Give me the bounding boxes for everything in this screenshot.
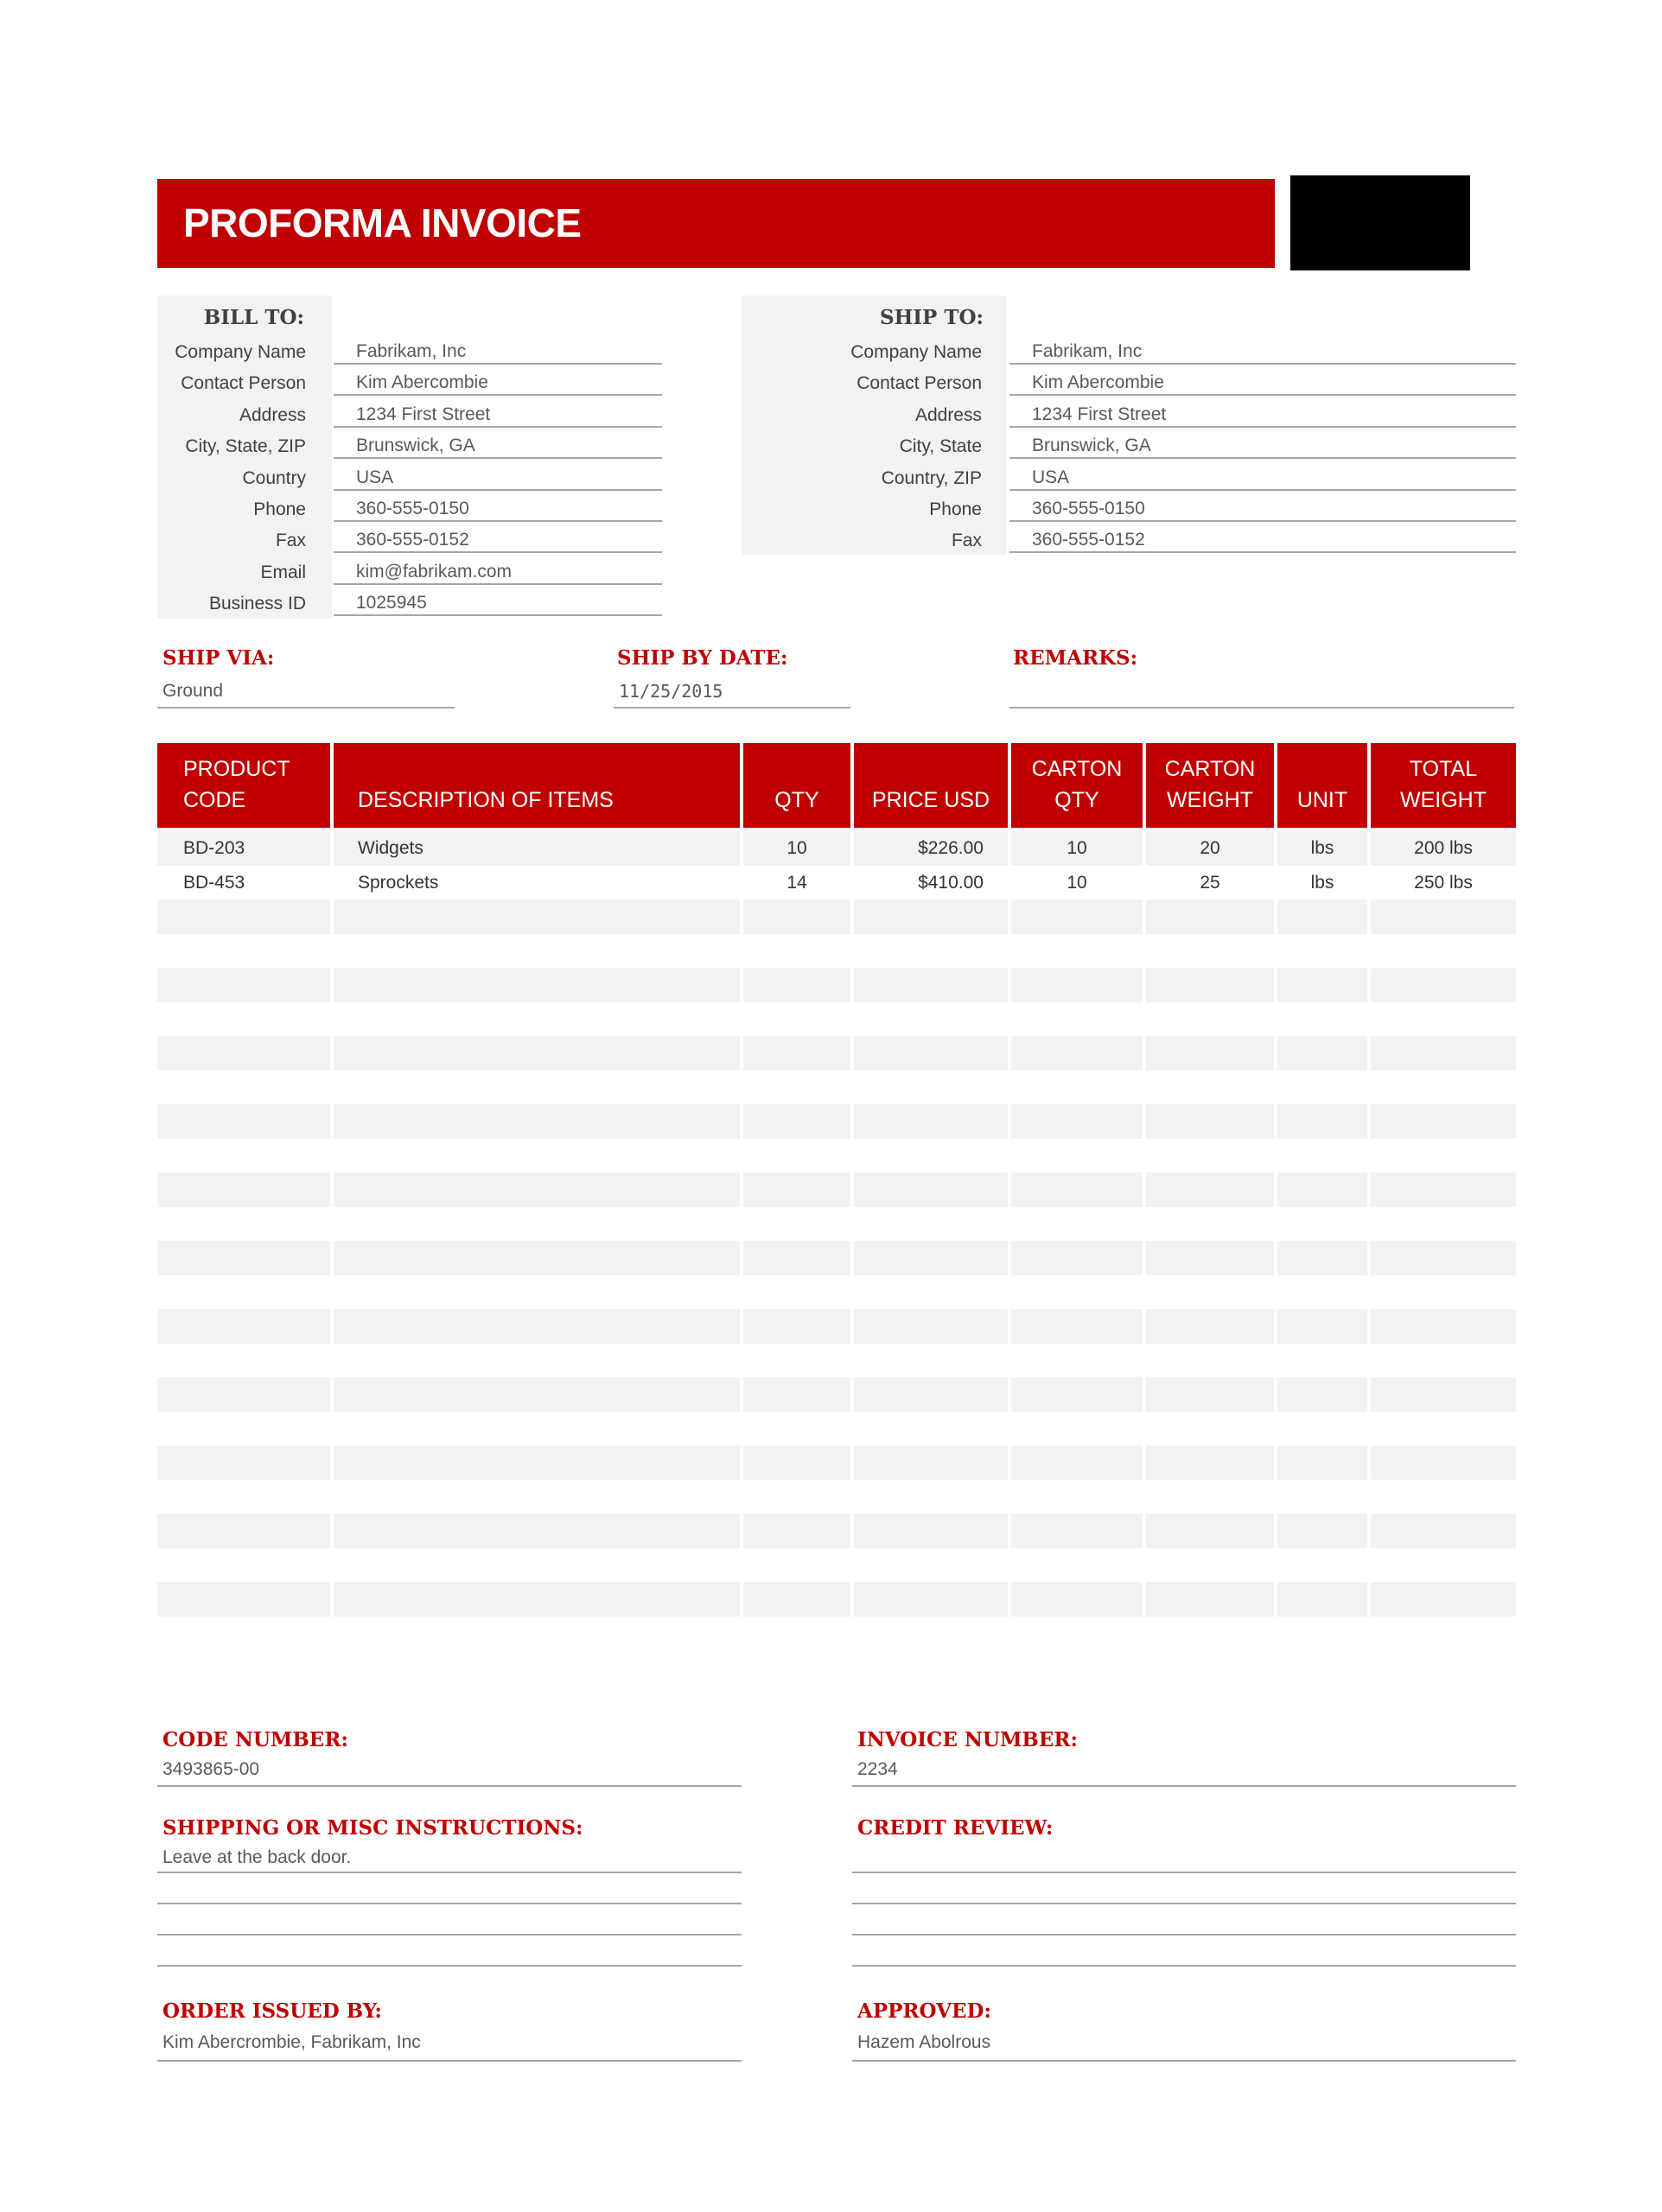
ship-to-label: Country, ZIP bbox=[881, 467, 982, 488]
table-row-band bbox=[1277, 968, 1367, 1002]
ship-via-field[interactable] bbox=[157, 681, 455, 709]
bill-to-field[interactable] bbox=[334, 590, 662, 616]
table-row-band bbox=[743, 1241, 850, 1275]
approved-field[interactable] bbox=[852, 2032, 1516, 2062]
code-number-field[interactable] bbox=[157, 1759, 742, 1787]
table-row-band bbox=[854, 968, 1008, 1002]
table-row-band bbox=[854, 1377, 1008, 1412]
table-row-band bbox=[743, 1309, 850, 1344]
table-row-band bbox=[1011, 1173, 1143, 1207]
invoice-number-label: INVOICE NUMBER: bbox=[857, 1728, 1078, 1751]
ship-by-date-value: 11/25/2015 bbox=[619, 681, 723, 702]
table-row-band bbox=[1011, 899, 1143, 934]
ship-via-value: Ground bbox=[162, 681, 224, 701]
bill-to-field[interactable] bbox=[334, 465, 662, 491]
bill-to-label: Email bbox=[260, 562, 306, 582]
col-header-carton-qty: CARTON QTY bbox=[1011, 743, 1143, 828]
table-row-band bbox=[1011, 1241, 1143, 1275]
order-issued-value: Kim Abercrombie, Fabrikam, Inc bbox=[162, 2032, 421, 2052]
col-header-description: DESCRIPTION OF ITEMS bbox=[334, 743, 740, 828]
table-row-band bbox=[854, 1104, 1008, 1139]
bill-to-field[interactable] bbox=[334, 496, 662, 522]
invoice-number-field[interactable] bbox=[852, 1759, 1516, 1787]
table-row-band bbox=[1277, 1173, 1367, 1207]
table-row-band bbox=[157, 1241, 330, 1275]
table-row-band bbox=[743, 1036, 850, 1071]
table-row-band bbox=[743, 968, 850, 1002]
table-row-band bbox=[1011, 1514, 1143, 1548]
bill-to-field[interactable] bbox=[334, 527, 662, 553]
instructions-line-3[interactable] bbox=[157, 1910, 742, 1936]
title-banner bbox=[157, 179, 1275, 268]
ship-to-label: City, State bbox=[899, 436, 982, 457]
table-row-band bbox=[334, 899, 740, 934]
bill-to-field[interactable] bbox=[334, 559, 662, 585]
bill-to-label: Address bbox=[239, 404, 306, 425]
table-row-band bbox=[1371, 1173, 1516, 1207]
table-row-band bbox=[157, 968, 330, 1002]
cell-carton-weight: 25 bbox=[1200, 872, 1220, 893]
cell-carton-weight: 20 bbox=[1200, 838, 1220, 858]
table-row-band bbox=[157, 1582, 330, 1617]
bill-to-value: 360-555-0150 bbox=[356, 499, 469, 518]
instructions-value: Leave at the back door. bbox=[162, 1847, 352, 1867]
table-row-band bbox=[1371, 1036, 1516, 1071]
table-row-band bbox=[334, 1104, 740, 1139]
table-row-band bbox=[1371, 1582, 1516, 1617]
table-row-band bbox=[1011, 1104, 1143, 1139]
table-row-band bbox=[157, 1514, 330, 1548]
table-row-band bbox=[157, 1309, 330, 1344]
table-row-band bbox=[854, 1514, 1008, 1548]
cell-unit: lbs bbox=[1310, 838, 1334, 858]
ship-by-date-label: SHIP BY DATE: bbox=[617, 646, 788, 670]
table-row-band bbox=[743, 1446, 850, 1480]
credit-review-line-4[interactable] bbox=[852, 1941, 1516, 1967]
table-row-band bbox=[854, 1582, 1008, 1617]
order-issued-field[interactable] bbox=[157, 2032, 742, 2062]
cell-price: $410.00 bbox=[918, 872, 984, 893]
table-row-band bbox=[334, 1036, 740, 1071]
instructions-line-1[interactable] bbox=[157, 1847, 742, 1873]
table-row-band bbox=[1277, 1377, 1367, 1412]
table-row-band bbox=[854, 1309, 1008, 1344]
instructions-line-2[interactable] bbox=[157, 1878, 742, 1904]
cell-qty: 10 bbox=[786, 838, 807, 858]
ship-to-field[interactable] bbox=[1009, 433, 1516, 459]
remarks-field[interactable] bbox=[1009, 681, 1514, 709]
ship-to-field[interactable] bbox=[1009, 402, 1516, 428]
table-row-band bbox=[157, 1446, 330, 1480]
cell-code: BD-203 bbox=[183, 838, 245, 858]
table-row-band bbox=[743, 1173, 850, 1207]
invoice-number-value: 2234 bbox=[857, 1759, 898, 1779]
code-number-value: 3493865-00 bbox=[162, 1759, 260, 1779]
bill-to-label: Contact Person bbox=[181, 373, 306, 394]
instructions-line-4[interactable] bbox=[157, 1941, 742, 1967]
order-issued-label: ORDER ISSUED BY: bbox=[162, 1999, 382, 2023]
table-row-band bbox=[334, 1514, 740, 1548]
table-row-band bbox=[1146, 899, 1274, 934]
table-row-band bbox=[1146, 1446, 1274, 1480]
bill-to-value: Kim Abercombie bbox=[356, 372, 488, 393]
ship-to-value: Brunswick, GA bbox=[1032, 435, 1151, 456]
table-row-band bbox=[1146, 1036, 1274, 1071]
bill-to-field[interactable] bbox=[334, 370, 662, 396]
cell-description: Sprockets bbox=[358, 872, 439, 893]
col-header-product-code: PRODUCT CODE bbox=[157, 743, 330, 828]
bill-to-value: Fabrikam, Inc bbox=[356, 341, 467, 361]
table-row-band bbox=[1371, 1377, 1516, 1412]
code-number-label: CODE NUMBER: bbox=[162, 1728, 348, 1751]
bill-to-heading: BILL TO: bbox=[203, 306, 304, 329]
bill-to-value: 1025945 bbox=[356, 593, 427, 613]
cell-carton-qty: 10 bbox=[1067, 838, 1087, 858]
bill-to-field[interactable] bbox=[334, 402, 662, 428]
ship-to-label: Fax bbox=[951, 531, 982, 551]
cell-unit: lbs bbox=[1310, 872, 1334, 893]
approved-label: APPROVED: bbox=[857, 1999, 991, 2023]
ship-to-label: Company Name bbox=[850, 342, 982, 362]
table-row-band bbox=[1371, 899, 1516, 934]
table-row-band bbox=[1371, 1104, 1516, 1139]
table-row-band bbox=[157, 1173, 330, 1207]
table-row-band bbox=[334, 1582, 740, 1617]
table-row-band bbox=[1146, 1377, 1274, 1412]
table-row-band bbox=[1277, 1446, 1367, 1480]
ship-to-value: 360-555-0152 bbox=[1032, 530, 1145, 550]
cell-total-weight: 200 lbs bbox=[1414, 838, 1473, 858]
cell-total-weight: 250 lbs bbox=[1414, 872, 1473, 893]
ship-to-value: USA bbox=[1032, 467, 1070, 487]
bill-to-label: Company Name bbox=[175, 342, 306, 362]
table-row-band bbox=[1277, 1514, 1367, 1548]
col-header-qty: QTY bbox=[743, 743, 850, 828]
table-row-band bbox=[1011, 1446, 1143, 1480]
table-row-band bbox=[854, 1036, 1008, 1071]
instructions-label: SHIPPING OR MISC INSTRUCTIONS: bbox=[162, 1816, 583, 1840]
table-row-band bbox=[1011, 1036, 1143, 1071]
col-header-total-weight: TOTAL WEIGHT bbox=[1371, 743, 1516, 828]
ship-to-value: 360-555-0150 bbox=[1032, 499, 1145, 518]
cell-qty: 14 bbox=[786, 872, 807, 893]
table-row-band bbox=[1146, 1104, 1274, 1139]
ship-to-field[interactable] bbox=[1009, 370, 1516, 396]
table-row-band bbox=[854, 1446, 1008, 1480]
table-row-band bbox=[743, 1582, 850, 1617]
col-header-price: PRICE USD bbox=[854, 743, 1008, 828]
ship-to-value: 1234 First Street bbox=[1032, 404, 1167, 424]
table-row-band bbox=[1146, 1582, 1274, 1617]
bill-to-value: kim@fabrikam.com bbox=[356, 561, 513, 582]
table-row-band bbox=[854, 899, 1008, 934]
bill-to-label: Fax bbox=[275, 531, 306, 551]
table-row-band bbox=[1371, 1446, 1516, 1480]
col-header-unit: UNIT bbox=[1277, 743, 1367, 828]
ship-to-field[interactable] bbox=[1009, 465, 1516, 491]
bill-to-label: Country bbox=[242, 467, 306, 488]
bill-to-field[interactable] bbox=[334, 339, 662, 365]
table-row-band bbox=[1146, 1514, 1274, 1548]
remarks-label: REMARKS: bbox=[1013, 646, 1138, 670]
col-header-carton-weight: CARTON WEIGHT bbox=[1146, 743, 1274, 828]
table-row-band bbox=[334, 968, 740, 1002]
table-row-band bbox=[334, 1241, 740, 1275]
bill-to-value: Brunswick, GA bbox=[356, 435, 475, 456]
cell-description: Widgets bbox=[358, 838, 423, 858]
table-row-band bbox=[1146, 968, 1274, 1002]
page-title: PROFORMA INVOICE bbox=[183, 200, 582, 245]
table-row-band bbox=[1277, 1104, 1367, 1139]
ship-to-label: Address bbox=[914, 404, 982, 425]
table-row-band bbox=[334, 1446, 740, 1480]
ship-to-field[interactable] bbox=[1009, 496, 1516, 522]
cell-code: BD-453 bbox=[183, 872, 245, 893]
table-row-band bbox=[1146, 1241, 1274, 1275]
ship-to-value: Fabrikam, Inc bbox=[1032, 341, 1143, 361]
table-row-band bbox=[1371, 1309, 1516, 1344]
table-row-band bbox=[157, 1036, 330, 1071]
table-row-band bbox=[1277, 1309, 1367, 1344]
table-row-band bbox=[1146, 1173, 1274, 1207]
table-row-band bbox=[743, 1514, 850, 1548]
table-row-band bbox=[1011, 1309, 1143, 1344]
bill-to-label: Business ID bbox=[208, 594, 306, 614]
ship-to-field[interactable] bbox=[1009, 527, 1516, 553]
table-row-band bbox=[157, 899, 330, 934]
cell-price: $226.00 bbox=[918, 838, 984, 858]
ship-to-heading: SHIP TO: bbox=[879, 306, 984, 329]
credit-review-label: CREDIT REVIEW: bbox=[857, 1816, 1054, 1840]
bill-to-value: 360-555-0152 bbox=[356, 530, 469, 550]
ship-by-date-field[interactable] bbox=[614, 681, 850, 709]
bill-to-field[interactable] bbox=[334, 433, 662, 459]
ship-to-label: Contact Person bbox=[856, 373, 982, 394]
table-row-band bbox=[1011, 968, 1143, 1002]
table-row-band bbox=[743, 1377, 850, 1412]
table-row-band bbox=[1277, 1241, 1367, 1275]
approved-value: Hazem Abolrous bbox=[857, 2032, 991, 2052]
credit-review-line-2[interactable] bbox=[852, 1878, 1516, 1904]
table-row-band bbox=[743, 899, 850, 934]
table-row-band bbox=[334, 1173, 740, 1207]
bill-to-label: City, State, ZIP bbox=[185, 436, 306, 457]
bill-to-value: 1234 First Street bbox=[356, 404, 491, 424]
ship-via-label: SHIP VIA: bbox=[162, 646, 275, 670]
table-row-band bbox=[1011, 1377, 1143, 1412]
company-logo bbox=[1290, 175, 1470, 270]
table-row-band bbox=[743, 1104, 850, 1139]
bill-to-value: USA bbox=[356, 467, 394, 487]
table-row-band bbox=[854, 1173, 1008, 1207]
ship-to-value: Kim Abercombie bbox=[1032, 372, 1164, 393]
credit-review-line-3[interactable] bbox=[852, 1910, 1516, 1936]
table-row-band bbox=[1011, 1582, 1143, 1617]
credit-review-line-1[interactable] bbox=[852, 1847, 1516, 1873]
table-row-band bbox=[157, 1104, 330, 1139]
table-row-band bbox=[1277, 1036, 1367, 1071]
table-row-band bbox=[1371, 1241, 1516, 1275]
table-row-band bbox=[334, 1309, 740, 1344]
cell-carton-qty: 10 bbox=[1067, 872, 1087, 893]
table-row-band bbox=[854, 1241, 1008, 1275]
ship-to-field[interactable] bbox=[1009, 339, 1516, 365]
table-row-band bbox=[1277, 899, 1367, 934]
ship-to-label: Phone bbox=[929, 499, 982, 519]
table-row-band bbox=[334, 1377, 740, 1412]
table-row-band bbox=[157, 1377, 330, 1412]
bill-to-label: Phone bbox=[253, 499, 306, 519]
table-row-band bbox=[1371, 968, 1516, 1002]
table-row-band bbox=[1277, 1582, 1367, 1617]
table-row-band bbox=[1146, 1309, 1274, 1344]
table-row-band bbox=[1371, 1514, 1516, 1548]
